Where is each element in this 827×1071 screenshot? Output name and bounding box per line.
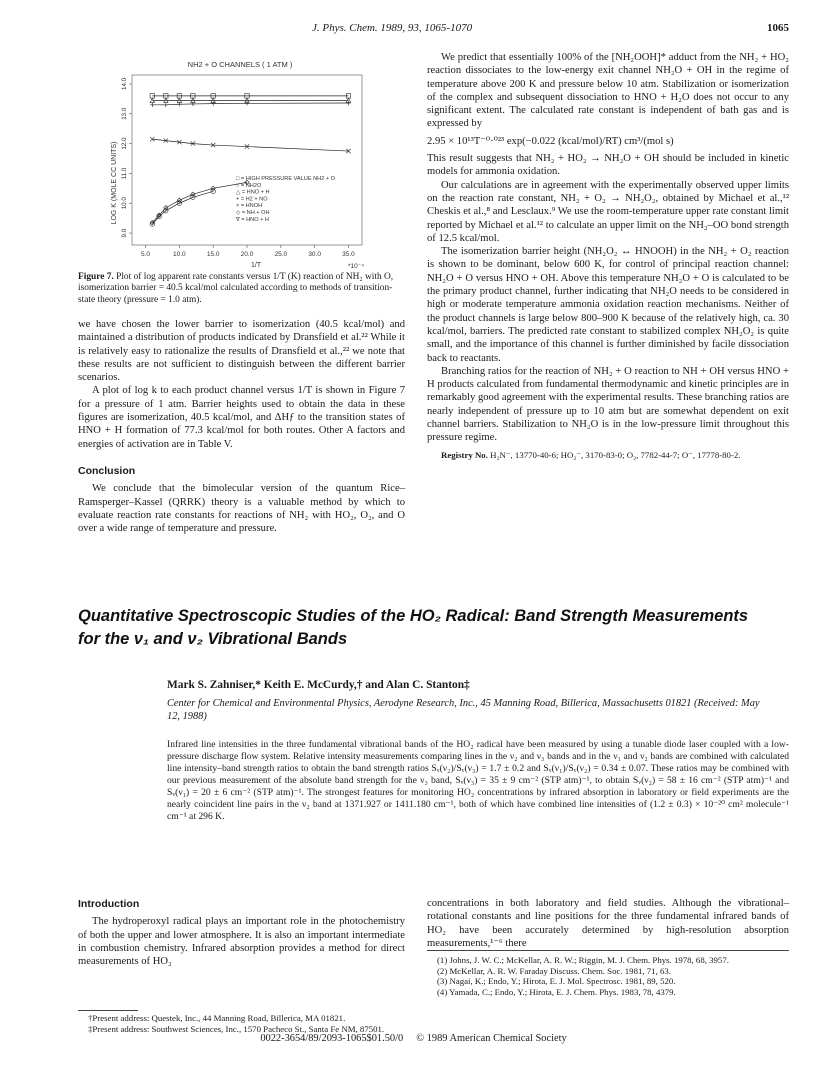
y-tick-label: 13.0 bbox=[121, 107, 128, 120]
references-rule bbox=[427, 950, 789, 951]
series-line bbox=[152, 139, 348, 151]
article-title-line-2: for the ν₁ and ν₂ Vibrational Bands bbox=[78, 630, 348, 648]
x-tick-label: 25.0 bbox=[274, 251, 288, 258]
series-line bbox=[152, 103, 348, 105]
x-tick-label: 35.0 bbox=[342, 251, 355, 258]
footnote-1: †Present address: Questek, Inc., 44 Manning Road, Billerica, MA 01821. bbox=[88, 1013, 346, 1023]
journal-reference: J. Phys. Chem. 1989, 93, 1065-1070 bbox=[312, 22, 473, 34]
figure-7 bbox=[100, 55, 400, 270]
right-paragraph-2: This result suggests that NH₂ + HO₂ → NH₂O + OH should be included in kinetic models for ammonia oxidation. bbox=[427, 153, 789, 178]
intro-right bbox=[427, 897, 789, 950]
intro-paragraph-left: The hydroperoxyl radical plays an important role in the photochemistry of both the upper and lower atmosphere. It is also an important intermediate in combustion chemistry. Infrared absorption provides a method for direct measurements of HO₂ bbox=[78, 916, 405, 968]
figure-caption-label: Figure 7. bbox=[78, 272, 114, 282]
data-point bbox=[150, 103, 154, 107]
article-title bbox=[78, 605, 778, 651]
x-axis-label: 1/T bbox=[250, 262, 262, 269]
left-paragraph-1: we have chosen the lower barrier to isomerization (40.5 kcal/mol) and maintained a distribution of products indicated by Dransfield et al.²² While it is relatively easy to rationalize the results of Dransfield et al.,²² we note that these results are not sufficient to distinguish between the different barrier scenarios. bbox=[78, 319, 405, 384]
abstract: Infrared line intensities in the three fundamental vibrational bands of the HO₂ radical have been measured by using a tunable diode laser coupled with a low-pressure discharge flow system. Relative intensity measurements comparing lines in the ν₂ and ν₃ bands and in the ν₁ and ν₂ bands are combined with calculated line intensity–band strength ratios to obtain the band strength ratios Sᵥ(ν₂)/Sᵥ(ν₃) = 1.7 ± 0.2 and Sᵥ(ν₁)/Sᵥ(ν₂) = 0.34 ± 0.07. These ratios may be combined with our previous measurement of the absolute band strength for the ν₃ band, Sᵥ(ν₃) = 35 ± 9 cm⁻² (STP atm)⁻¹, to obtain Sᵥ(ν₂) = 58 ± 16 cm⁻² (STP atm)⁻¹ and Sᵥ(ν₁) = 20 ± 6 cm⁻² (STP atm)⁻¹. The strongest features for monitoring HO₂ concentrations by infrared absorption in laboratory or field experiments are the nearly coincident line pairs in the ν₂ band at 1371.927 or 1411.180 cm⁻¹, both of which have combined line intensities of (1.2 ± 0.3) × 10⁻²⁰ cm² molecule⁻¹ cm⁻¹ at 296 K. bbox=[167, 739, 789, 822]
figure-7-chart bbox=[100, 55, 400, 270]
registry-numbers bbox=[427, 450, 789, 461]
figure-caption bbox=[78, 272, 405, 306]
legend-entry: ∇ = HNO + H bbox=[236, 216, 269, 223]
y-tick-label: 9.0 bbox=[121, 228, 128, 238]
x-tick-label: 30.0 bbox=[308, 251, 321, 258]
footnotes bbox=[78, 1013, 405, 1034]
x-tick-label: 15.0 bbox=[206, 251, 220, 258]
legend-entry: × = HNOH bbox=[236, 203, 263, 210]
right-paragraph-1: We predict that essentially 100% of the [NH₂OOH]* adduct from the NH₂ + HO₂ reaction dissociates to the low-energy exit channel NH₂O + OH in the regime of temperature above 200 K and pressure below 10 atm. Stabilization or isomerization of the complex and subsequent dissociation to HNO + H₂O does not occur to any significant extent. The calculated rate constant is independent of bath gas and is expressed by bbox=[427, 52, 789, 130]
x-tick-label: 5.0 bbox=[141, 251, 151, 258]
intro-paragraph-right: concentrations in both laboratory and field studies. Although the vibrational–rotational constants and line positions for the three fundamental infrared bands of HO₂ have been accurately determined by high-resolution absorption measurements,¹⁻⁶ there bbox=[427, 898, 789, 949]
data-point bbox=[211, 101, 215, 105]
left-paragraph-3: We conclude that the bimolecular version of the quantum Rice–Ramsperger–Kassel (QRRK) theory is a valuable method by which to evaluate reaction rate constants for reactions of NH₂ with HO₂, O₂, and O over a wide range of temperature and pressure. bbox=[78, 483, 405, 535]
rate-equation: 2.95 × 10¹³T⁻⁰·⁰²³ exp(−0.022 (kcal/mol)/RT) cm³/(mol s) bbox=[427, 135, 674, 147]
page-number: 1065 bbox=[767, 22, 789, 34]
footnote-2: ‡Present address: Southwest Sciences, Inc., 1570 Pacheco St., Santa Fe NM, 87501. bbox=[88, 1023, 385, 1034]
right-paragraph-4: The isomerization barrier height (NH₂O₂ ↔ HNOOH) in the NH₂ + O₂ reaction is shown to be dominant, below 600 K, for control of principal reaction channel: NH₂O + O versus HNO + OH. Above this temperature NH₂O + O is calculated to be the primary product channel, further indicating that NH₂O needs to be considered in high or moderate temperature ammonia oxidation reaction mechanisms. Neither of the product channels is large below 800–900 K because of the relatively high, ca. 30 kcal/mol, barriers. The predicted rate constant to stabilized complex NH₂O₂ is quite small, and the importance of this channel is further diminished by facile dissociation back to reactants. bbox=[427, 246, 789, 364]
y-tick-label: 14.0 bbox=[121, 77, 128, 90]
left-column bbox=[78, 318, 405, 535]
y-tick-label: 11.0 bbox=[121, 167, 128, 180]
series-line bbox=[152, 182, 247, 222]
x-tick-label: 20.0 bbox=[240, 251, 254, 258]
reference-item: (1) Johns, J. W. C.; McKellar, A. R. W.; Riggin, M. J. Chem. Phys. 1978, 68, 3957. bbox=[437, 955, 729, 965]
registry-label: Registry No. bbox=[441, 449, 488, 460]
article-title-line-1: Quantitative Spectroscopic Studies of the HO₂ Radical: Band Strength Measurements bbox=[78, 607, 749, 625]
registry-text: H₂N⁻, 13770-40-6; HO₂⁻, 3170-83-0; O₂, 7782-44-7; O⁻, 17778-80-2. bbox=[490, 449, 741, 460]
left-paragraph-2: A plot of log k to each product channel versus 1/T is shown in Figure 7 for a pressure of 1 atm. Barrier heights used to obtain the data in these figures are isomerization, 40.5 kcal/mol, and ΔHƒ to the transition states of HNO + H formation of 77.3 kcal/mol for both routes. Other A factors and energies of activation are in Table V. bbox=[78, 385, 405, 450]
y-axis-label: LOG K (MOLE CC UNITS) bbox=[111, 141, 118, 225]
page-footer bbox=[0, 1033, 827, 1044]
data-point bbox=[164, 103, 168, 107]
footnote-rule bbox=[78, 1010, 138, 1011]
legend-entry: + = H2 + NO bbox=[236, 196, 268, 203]
series-line bbox=[152, 191, 213, 224]
x-axis-multiplier: *10⁻⁴ bbox=[348, 263, 364, 270]
y-tick-label: 10.0 bbox=[121, 197, 128, 210]
y-tick-label: 12.0 bbox=[121, 137, 128, 150]
reference-item: (4) Yamada, C.; Endo, Y.; Hirota, E. J. Chem. Phys. 1983, 78, 4379. bbox=[437, 986, 676, 997]
intro-left bbox=[78, 898, 405, 968]
right-column bbox=[427, 51, 789, 461]
legend-entry: ○ = NH2O bbox=[236, 182, 262, 189]
figure-caption-text: Plot of log apparent rate constants versus 1/T (K) reaction of NH₂ with O, isomerization barrier = 40.5 kcal/mol calculated according to methods of transition-state theory (pressure = 1.0 atm). bbox=[78, 272, 394, 305]
references bbox=[427, 955, 789, 997]
legend-entry: ◇ = NH + OH bbox=[236, 210, 270, 216]
reference-item: (3) Nagai, K.; Endo, Y.; Hirota, E. J. Mol. Spectrosc. 1981, 89, 520. bbox=[437, 976, 676, 987]
right-paragraph-5: Branching ratios for the reaction of NH₂ + O reaction to NH + OH versus HNO + H products calculated from fundamental thermodynamic and kinetic principles are in remarkably good agreement with the experimental results. These branching ratios are nearly independent of pressure up to 10 atm but are somewhat dependent on exit channel barriers. Stabilization to NH₂O is in the low-pressure limit throughout this pressure regime. bbox=[427, 365, 789, 444]
x-tick-label: 10.0 bbox=[173, 251, 186, 258]
conclusion-heading: Conclusion bbox=[78, 464, 136, 477]
introduction-heading: Introduction bbox=[78, 898, 140, 910]
affiliation: Center for Chemical and Environmental Physics, Aerodyne Research, Inc., 45 Manning Road, Billerica, Massachusetts 01821 (Received: May 12, 1988) bbox=[167, 698, 760, 722]
legend-entry: □ = HIGH PRESSURE VALUE NH2 + O bbox=[236, 176, 336, 182]
reference-item: (2) McKellar, A. R. W. Faraday Discuss. Chem. Soc. 1981, 71, 63. bbox=[437, 965, 671, 976]
copyright: © 1989 American Chemical Society bbox=[416, 1033, 567, 1044]
authors: Mark S. Zahniser,* Keith E. McCurdy,† and Alan C. Stanton‡ bbox=[167, 679, 470, 691]
issn-code: 0022-3654/89/2093-1065$01.50/0 bbox=[260, 1033, 404, 1044]
right-paragraph-3: Our calculations are in agreement with the experimentally observed upper limits on the reaction rate constant, NH₂ + O₂ → NH₂O₂, obtained by Michael et al.,¹² Cheskis et al.,⁸ and Lesclaux.⁹ We use the room-temperature upper rate constant limit reported by Michael et al.¹² to calculate an upper limit on the NH₂–OO bond strength of 12.5 kcal/mol. bbox=[427, 179, 789, 244]
chart-title: NH2 + O CHANNELS ( 1 ATM ) bbox=[187, 60, 293, 69]
legend-entry: △ = HNO + H bbox=[236, 189, 270, 196]
